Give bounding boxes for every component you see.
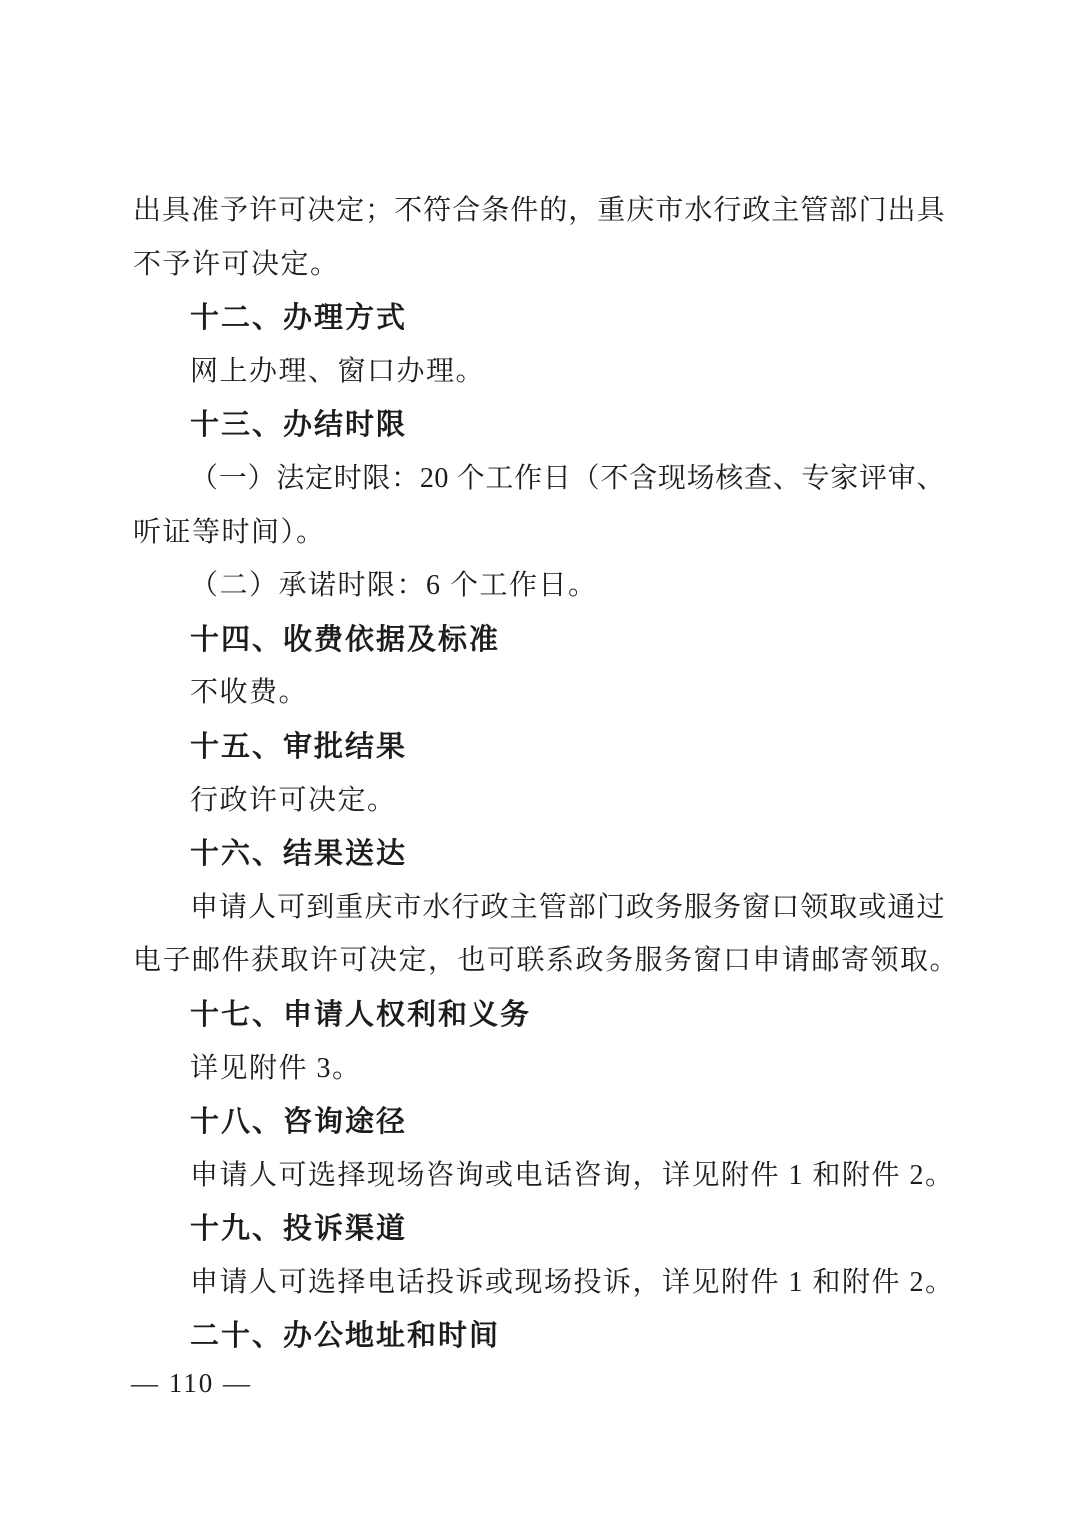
text-line: 行政许可决定。	[190, 784, 397, 816]
section-heading: 十六、结果送达	[190, 838, 408, 871]
section-heading: 十八、咨询途径	[190, 1106, 408, 1139]
section-heading: 十四、收费依据及标准	[190, 623, 501, 656]
section-heading: 十三、办结时限	[190, 409, 408, 442]
text-line: （一）法定时限：20 个工作日（不含现场核查、专家评审、	[190, 462, 945, 494]
text-line: 申请人可选择现场咨询或电话咨询，详见附件 1 和附件 2。	[190, 1159, 955, 1191]
text-line: 网上办理、窗口办理。	[190, 355, 486, 387]
section-heading: 十五、审批结果	[190, 730, 408, 763]
section-heading: 十二、办理方式	[190, 302, 408, 335]
text-line: 不予许可决定。	[133, 248, 340, 280]
text-line: 出具准予许可决定；不符合条件的，重庆市水行政主管部门出具	[133, 195, 945, 226]
text-line: 详见附件 3。	[190, 1052, 362, 1084]
text-line: 申请人可选择电话投诉或现场投诉，详见附件 1 和附件 2。	[190, 1266, 955, 1298]
section-heading: 十九、投诉渠道	[190, 1213, 408, 1246]
page-number: — 110 —	[131, 1368, 252, 1398]
document-body	[133, 191, 960, 1370]
text-line: 申请人可到重庆市水行政主管部门政务服务窗口领取或通过	[190, 891, 945, 923]
text-line: （二）承诺时限：6 个工作日。	[190, 570, 598, 602]
section-heading: 十七、申请人权利和义务	[190, 998, 532, 1031]
section-heading: 二十、办公地址和时间	[190, 1320, 501, 1353]
text-line: 电子邮件获取许可决定，也可联系政务服务窗口申请邮寄领取。	[133, 945, 960, 977]
text-line: 听证等时间）。	[133, 516, 326, 548]
text-line: 不收费。	[190, 677, 309, 709]
